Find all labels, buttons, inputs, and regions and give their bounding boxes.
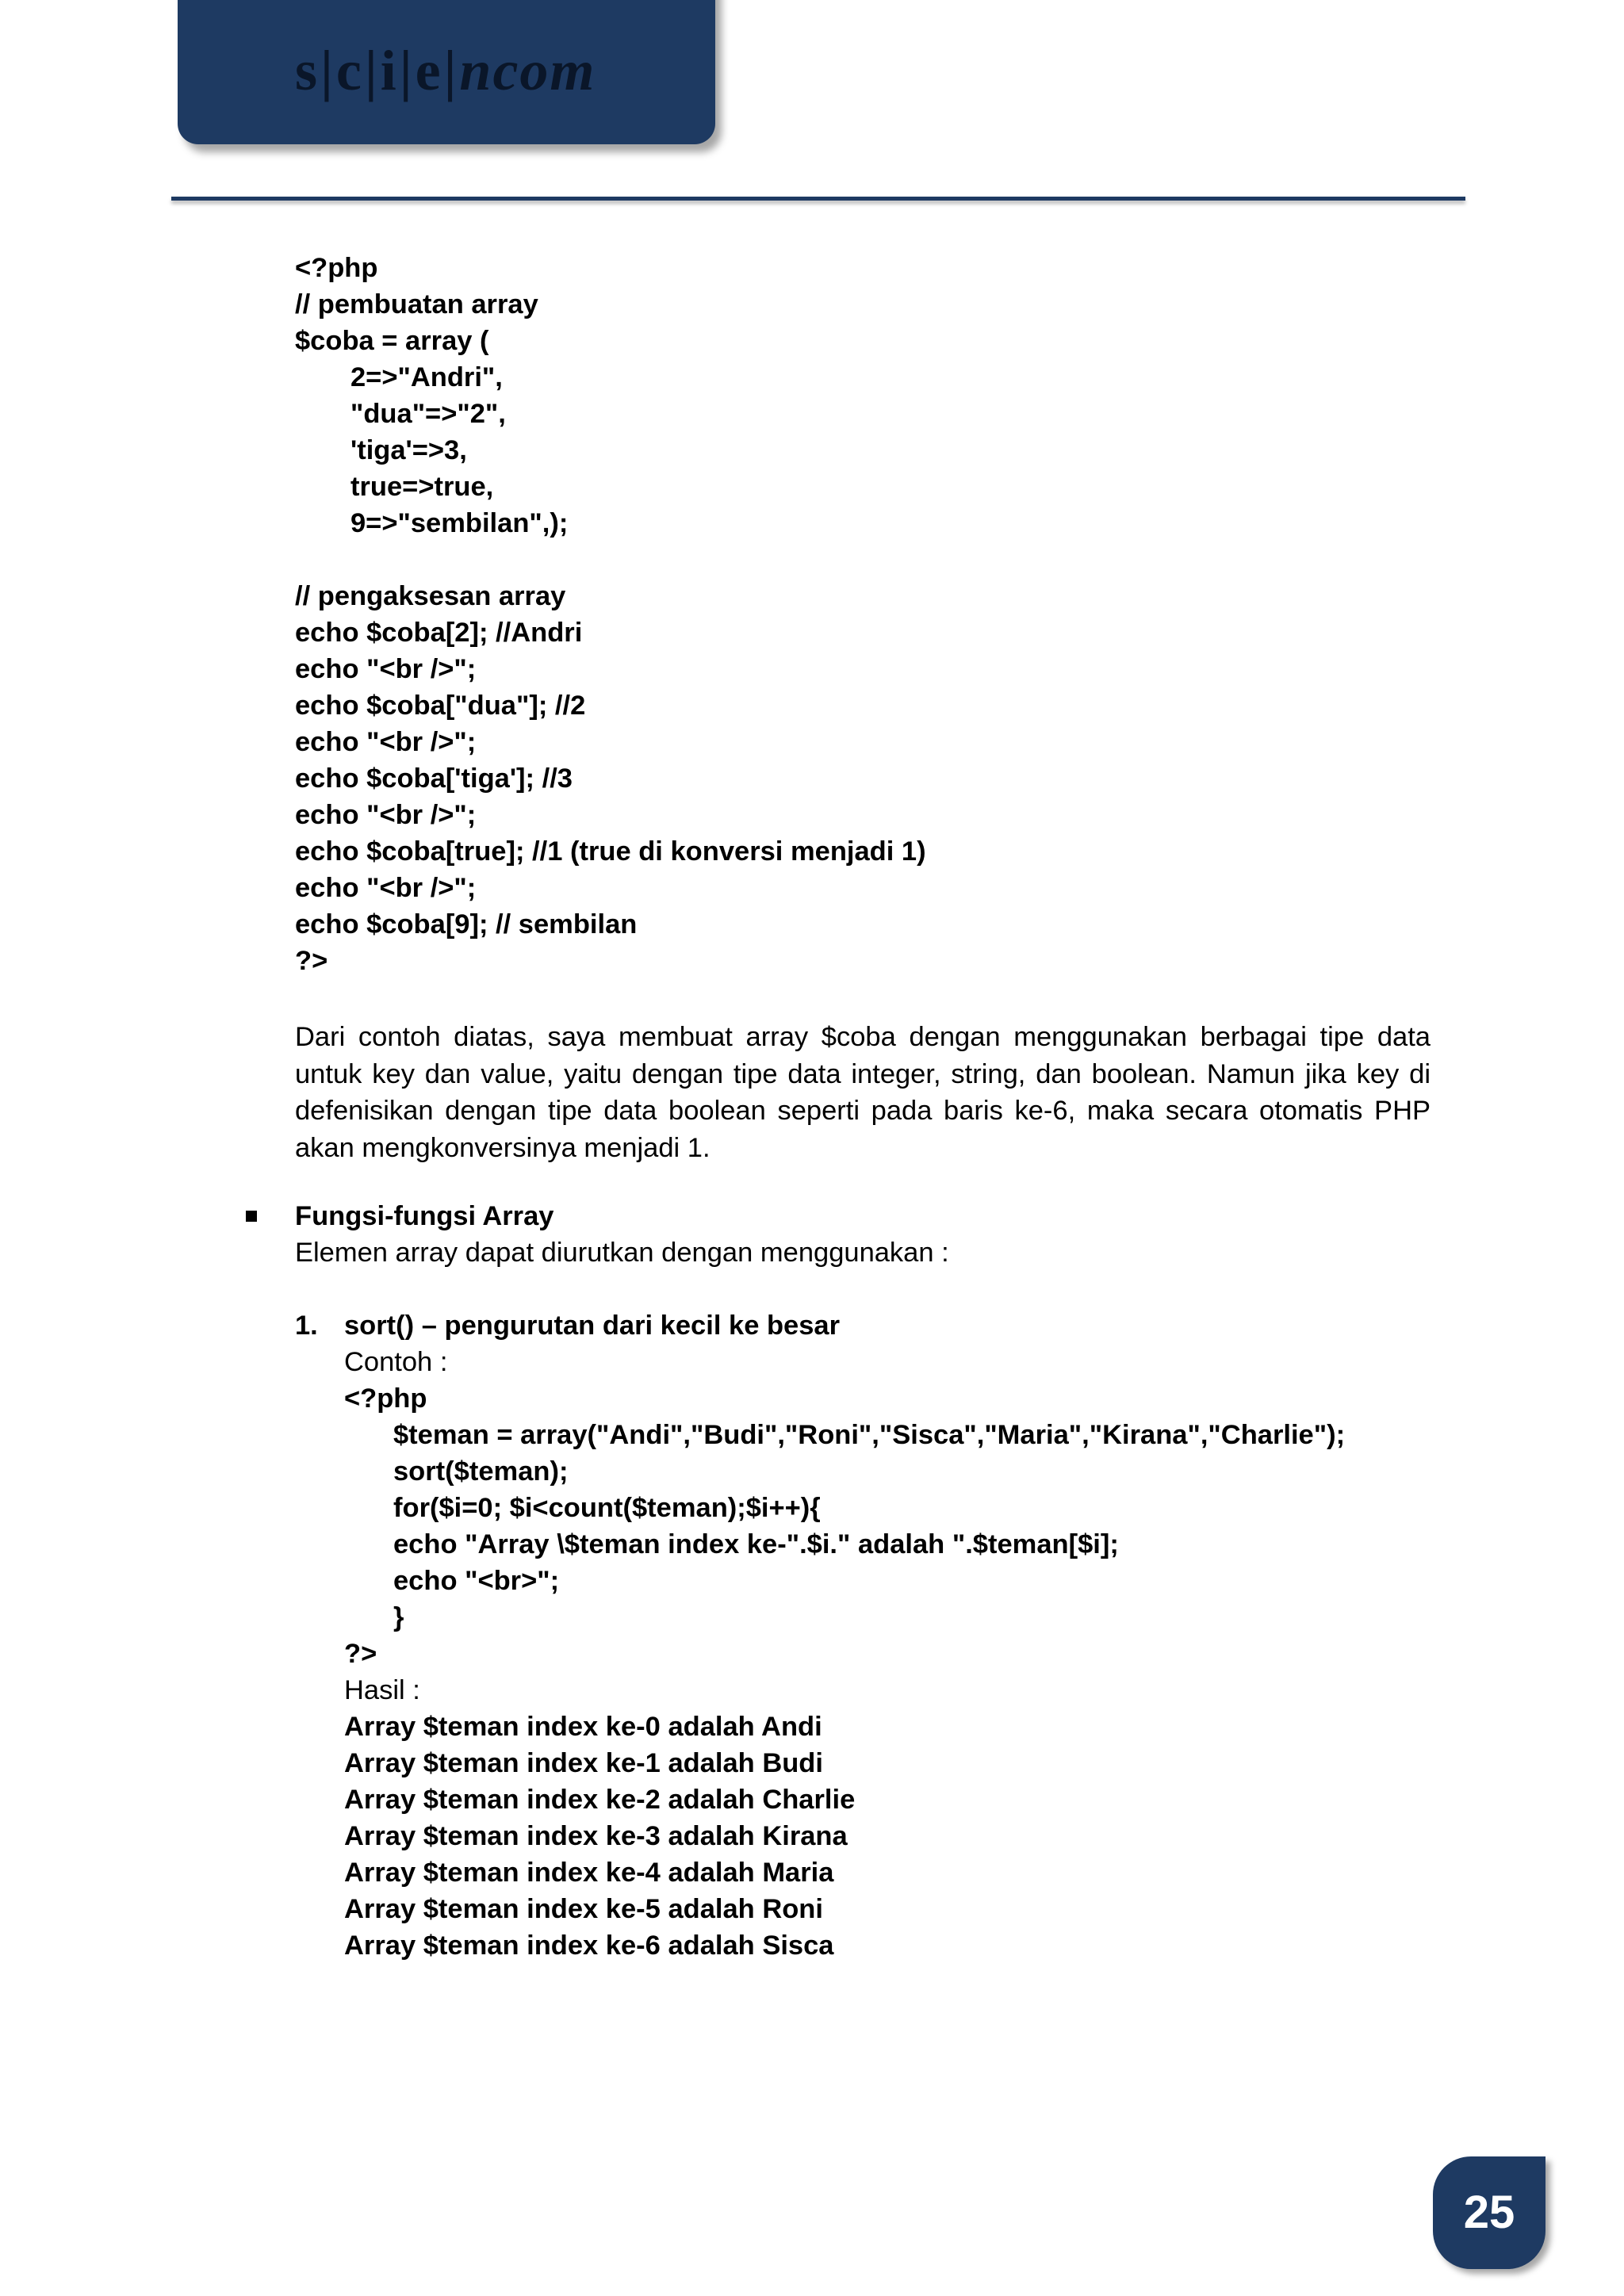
code-line: 2=>"Andri", (350, 362, 503, 392)
code-line: echo $coba[9]; // sembilan (295, 909, 638, 939)
code-line: echo $coba[true]; //1 (true di konversi menjadi 1) (295, 836, 926, 867)
code-line: <?php (344, 1383, 427, 1414)
code-comment: // pengaksesan array (295, 581, 566, 611)
code-line: "dua"=>"2", (350, 399, 506, 429)
code-line: echo "<br />"; (295, 873, 477, 903)
code-line: echo $coba["dua"]; //2 (295, 691, 586, 721)
code-line: echo "<br>"; (393, 1566, 560, 1596)
brand-logo (295, 38, 596, 104)
body-paragraph: Dari contoh diatas, saya membuat array $coba dengan menggunakan berbagai tipe data untuk key dan value, yaitu dengan tipe data integer, string, dan boolean. Namun jika key di defenisikan dengan tipe data boolean seperti pada baris ke-6, maka secara otomatis PHP akan mengkonversinya menjadi 1. (295, 1022, 1431, 1163)
result-line: Array $teman index ke-6 adalah Sisca (344, 1931, 834, 1961)
page-number: 25 (1463, 2187, 1515, 2238)
result-label: Hasil : (344, 1675, 420, 1705)
page-number-badge (1433, 2156, 1545, 2269)
code-line: ?> (295, 946, 328, 976)
code-line: <?php (295, 253, 378, 283)
example-label: Contoh : (344, 1347, 448, 1377)
code-line: true=>true, (350, 472, 494, 502)
code-line: sort($teman); (393, 1456, 569, 1487)
result-line: Array $teman index ke-3 adalah Kirana (344, 1821, 848, 1851)
logo-separator: | (364, 39, 379, 102)
code-line: $coba = array ( (295, 326, 489, 356)
logo-letter-c: c (335, 39, 363, 102)
code-line: } (393, 1602, 404, 1632)
logo-separator: | (320, 39, 335, 102)
logo-letter-e: e (415, 39, 442, 102)
logo-letter-i: i (380, 39, 398, 102)
result-line: Array $teman index ke-2 adalah Charlie (344, 1785, 856, 1815)
code-line: 9=>"sembilan",); (350, 508, 569, 538)
section-intro: Elemen array dapat diurutkan dengan menggunakan : (295, 1238, 949, 1268)
code-line: $teman = array("Andi","Budi","Roni","Sisca","Maria","Kirana","Charlie"); (393, 1420, 1346, 1450)
code-line: echo $coba[2]; //Andri (295, 618, 583, 648)
result-line: Array $teman index ke-5 adalah Roni (344, 1894, 823, 1924)
code-line: for($i=0; $i<count($teman);$i++){ (393, 1493, 821, 1523)
code-comment: // pembuatan array (295, 289, 538, 320)
result-line: Array $teman index ke-4 adalah Maria (344, 1858, 834, 1888)
code-line: echo "<br />"; (295, 654, 477, 684)
code-line: 'tiga'=>3, (350, 435, 467, 465)
code-line: echo "<br />"; (295, 800, 477, 830)
list-number: 1. (295, 1311, 318, 1341)
logo-letter-s: s (295, 39, 320, 102)
result-line: Array $teman index ke-0 adalah Andi (344, 1712, 822, 1742)
result-line: Array $teman index ke-1 adalah Budi (344, 1748, 823, 1778)
header-banner (178, 0, 715, 144)
code-line: echo "Array \$teman index ke-".$i." adalah ".$teman[$i]; (393, 1529, 1119, 1559)
square-bullet-icon (246, 1211, 257, 1222)
list-item-title: sort() – pengurutan dari kecil ke besar (344, 1311, 841, 1341)
section-heading: Fungsi-fungsi Array (295, 1201, 554, 1231)
code-line: echo "<br />"; (295, 727, 477, 757)
code-line: echo $coba['tiga']; //3 (295, 763, 573, 794)
code-line: ?> (344, 1639, 377, 1669)
logo-tail: ncom (459, 39, 596, 102)
logo-separator: | (399, 39, 414, 102)
logo-separator: | (443, 39, 458, 102)
header-divider (171, 197, 1465, 201)
